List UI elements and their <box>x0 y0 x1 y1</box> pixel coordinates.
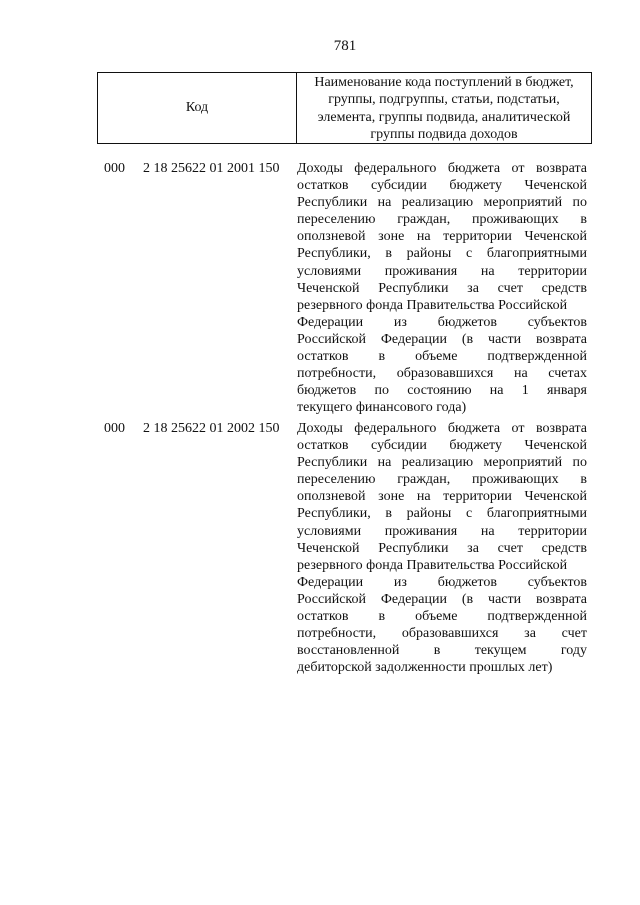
description-line: бюджетов по состоянию на 1 января <box>297 383 587 399</box>
description-line: резервного фонда Правительства Российской <box>297 297 568 313</box>
code-column-header: Код <box>98 73 297 144</box>
description-line: Российской Федерации (в части возврата <box>297 331 587 347</box>
entry-admin-code: 000 <box>104 161 125 176</box>
description-line: восстановленной в текущем году <box>297 643 587 659</box>
description-line: резервного фонда Правительства Российской <box>297 557 568 573</box>
name-header-line: группы подвида доходов <box>370 126 518 142</box>
description-line: потребности, образовавшихся на счетах <box>297 366 587 382</box>
description-line: переселению граждан, проживающих в <box>297 472 587 488</box>
description-line: Чеченской Республики за счет средств <box>297 280 587 296</box>
entry-description <box>297 160 587 416</box>
description-line: условиями проживания на территории <box>297 263 587 279</box>
column-header-row <box>98 73 592 144</box>
description-line: Федерации из бюджетов субъектов <box>297 574 587 590</box>
description-line: текущего финансового года) <box>297 400 467 416</box>
name-header-line: элемента, группы подвида, аналитической <box>317 109 571 125</box>
name-column-header <box>297 73 592 144</box>
description-line: Федерации из бюджетов субъектов <box>297 314 587 330</box>
description-line: оползневой зоне на территории Чеченской <box>297 489 587 505</box>
entry-budget-code: 2 18 25622 01 2001 150 <box>143 161 280 176</box>
entry-admin-code: 000 <box>104 421 125 436</box>
description-line: Республики на реализацию мероприятий по <box>297 455 587 471</box>
description-line: остатков субсидии бюджету Чеченской <box>297 178 587 194</box>
description-line: Российской Федерации (в части возврата <box>297 591 587 607</box>
column-header-table <box>97 72 592 144</box>
entry-budget-code: 2 18 25622 01 2002 150 <box>143 421 280 436</box>
page-number: 781 <box>333 38 357 54</box>
description-line: остатков субсидии бюджету Чеченской <box>297 438 587 454</box>
description-line: остатков в объеме подтвержденной <box>297 609 587 625</box>
description-line: потребности, образовавшихся за счет <box>297 626 587 642</box>
description-line: Республики, в районы с благоприятными <box>297 246 587 262</box>
description-line: Чеченской Республики за счет средств <box>297 540 587 556</box>
description-line: Доходы федерального бюджета от возврата <box>297 161 587 176</box>
description-line: дебиторской задолженности прошлых лет) <box>297 660 553 676</box>
description-line: условиями проживания на территории <box>297 523 587 539</box>
description-line: переселению граждан, проживающих в <box>297 212 587 228</box>
description-line: Республики, в районы с благоприятными <box>297 506 587 522</box>
description-line: оползневой зоне на территории Чеченской <box>297 229 587 245</box>
description-line: остатков в объеме подтвержденной <box>297 349 587 365</box>
description-line: Доходы федерального бюджета от возврата <box>297 421 587 436</box>
entry-description <box>297 420 587 676</box>
name-header-line: группы, подгруппы, статьи, подстатьи, <box>328 92 560 108</box>
description-line: Республики на реализацию мероприятий по <box>297 195 587 211</box>
name-header-line: Наименование кода поступлений в бюджет, <box>314 75 574 91</box>
